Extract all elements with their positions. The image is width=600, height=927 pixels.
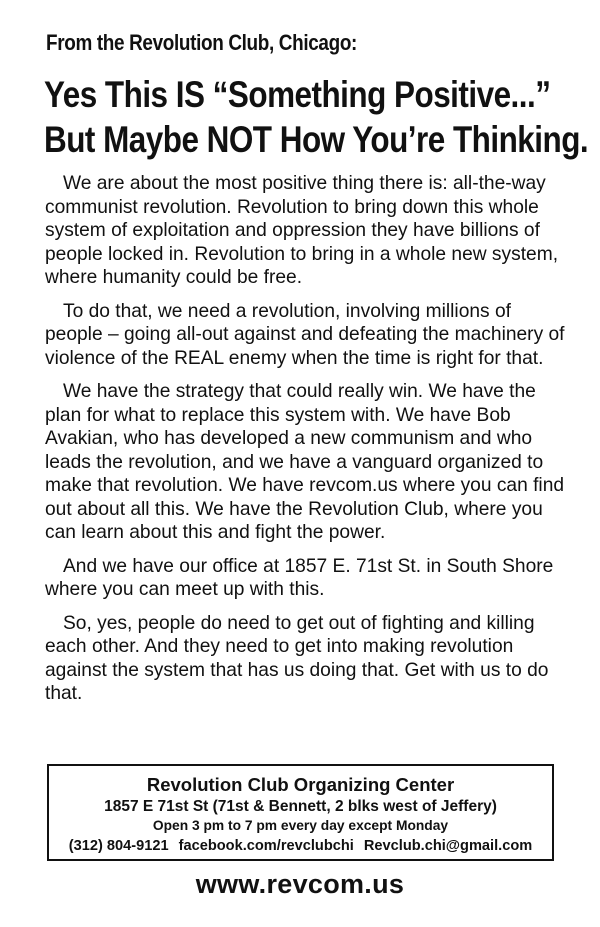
info-box-title: Revolution Club Organizing Center [146,774,455,795]
email-link[interactable]: Revclub.chi@gmail.com [363,838,533,854]
paragraph-3: We have the strategy that could really win. We have the plan for what to replace this system with. We have Bob Avakian, who has developed a new communism and who leads the revolution, and we have a vanguard organized to make that revolution. We have revcom.us where you can find out about all this. We have the Revolution Club, where you can learn about this and fight the power. [45,381,565,543]
headline [44,72,589,162]
kicker-text: From the Revolution Club, Chicago: [46,30,357,55]
info-box-contacts [49,837,552,855]
contact-info-box [47,764,554,861]
paragraph-2: To do that, we need a revolution, involving millions of people – going all-out against and defeating the machinery of violence of the REAL enemy when the time is right for that. [45,300,565,369]
phone-number: (312) 804-9121 [68,838,169,854]
website-link[interactable]: www.revcom.us [195,869,405,899]
paragraph-1: We are about the most positive thing there is: all-the-way communist revolution. Revolution to bring down this whole system of exploitation and oppression they have billions of people locked in. Revolution to bring in a whole new system, where humanity could be free. [45,173,559,288]
body-text [45,172,565,716]
paragraph-5: So, yes, people do need to get out of fighting and killing each other. And they need to get into making revolution against the system that has us doing that. Get with us to do that. [45,612,549,704]
paragraph-4: And we have our office at 1857 E. 71st St. in South Shore where you can meet up with this. [45,555,554,600]
info-box-hours: Open 3 pm to 7 pm every day except Monday [152,818,449,833]
facebook-link[interactable]: facebook.com/revclubchi [178,838,354,854]
headline-line-2: But Maybe NOT How You’re Thinking. [44,119,589,160]
info-box-address: 1857 E 71st St (71st & Bennett, 2 blks west of Jeffery) [104,798,497,815]
headline-line-1: Yes This IS “Something Positive...” [44,74,551,115]
